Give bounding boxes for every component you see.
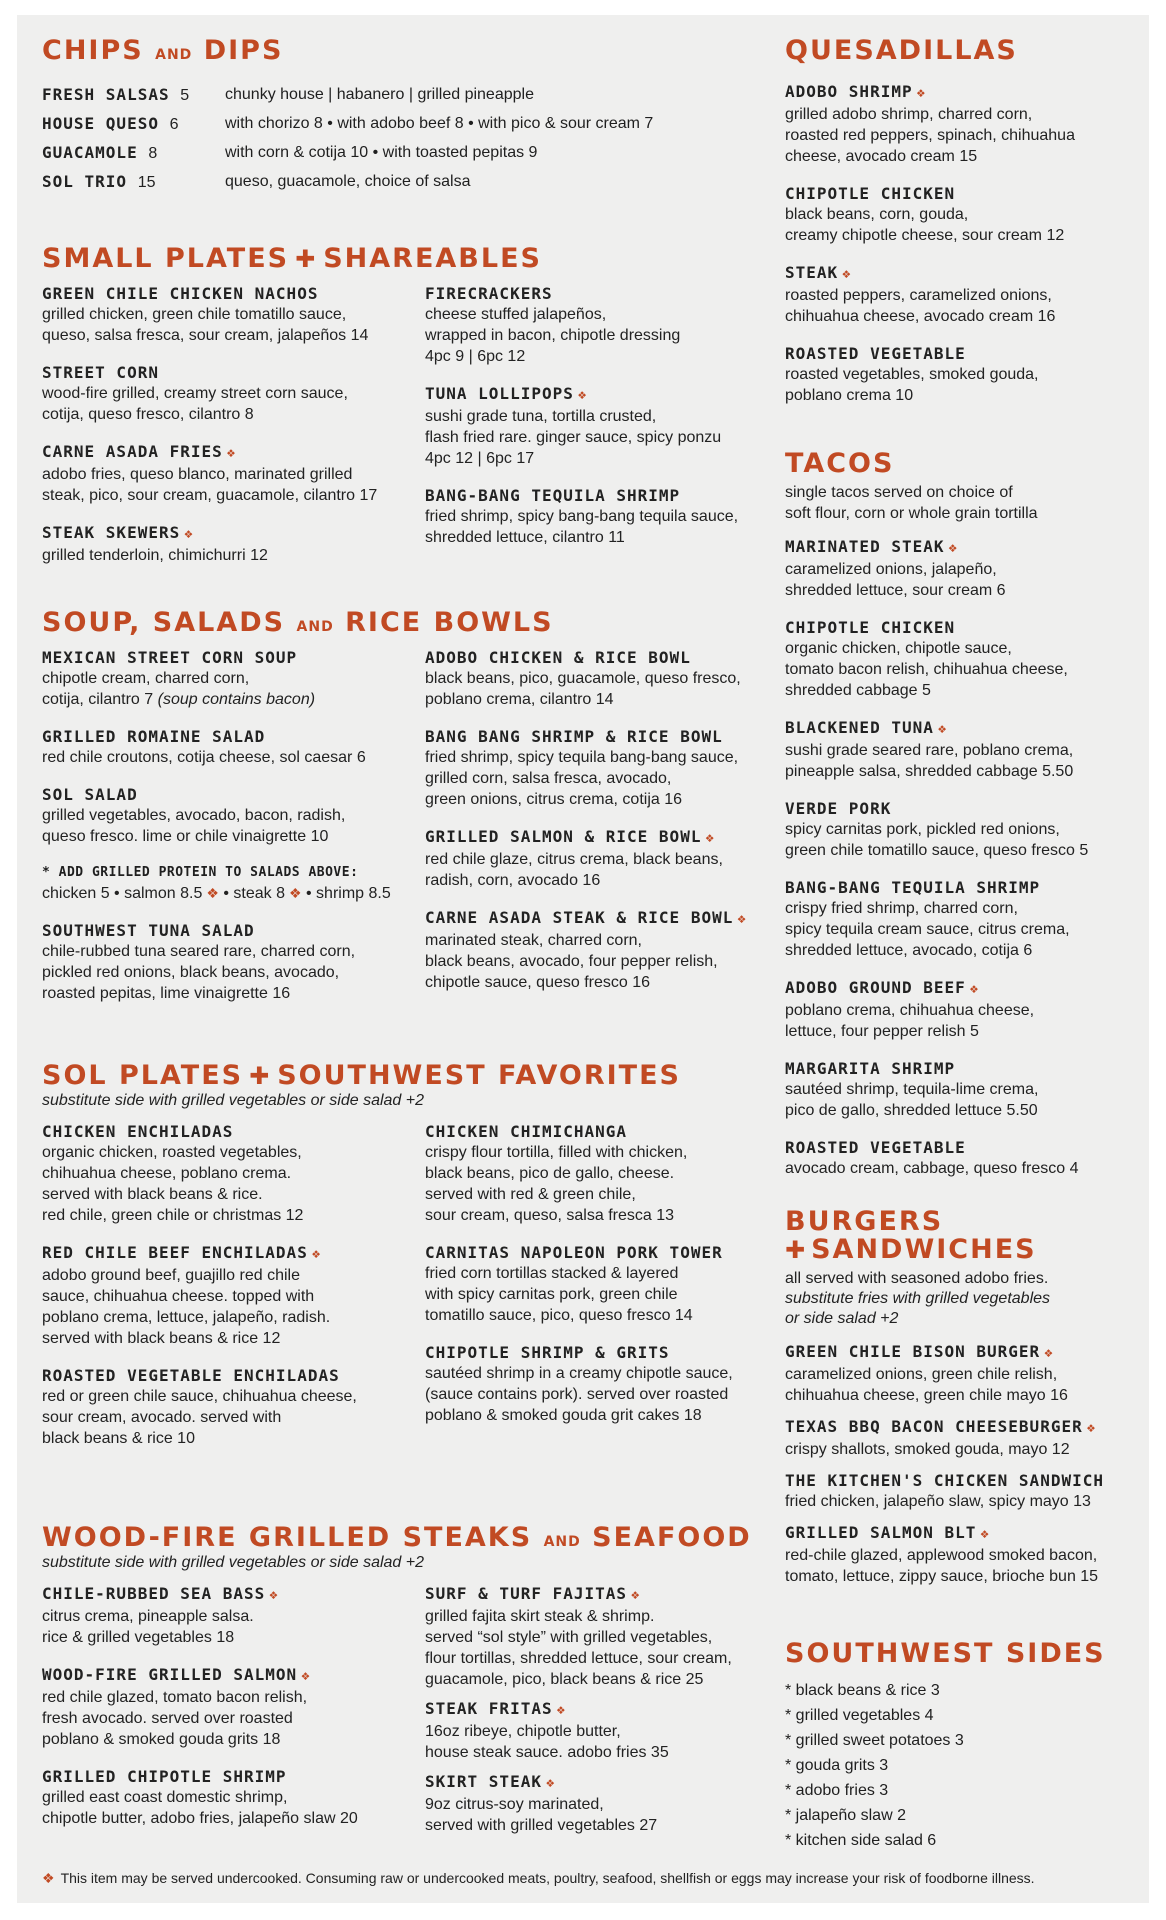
menu-item: GRILLED SALMON & RICE BOWL ❖ red chile glaze, citrus crema, black beans, radish, corn, avocado 16 xyxy=(425,827,723,889)
menu-item: SOL SALAD grilled vegetables, avocado, bacon, radish, queso fresco. lime or chile vinaigrette 10 xyxy=(42,785,346,845)
menu-item: ROASTED VEGETABLE ENCHILADAS red or green chile sauce, chihuahua cheese, sour cream, avocado. served with black beans & rice 10 xyxy=(42,1366,357,1447)
menu-item: ADOBO SHRIMP ❖ grilled adobo shrimp, charred corn, roasted red peppers, spinach, chihuahua cheese, avocado cream 15 xyxy=(785,82,1075,165)
tacos-intro: single tacos served on choice of soft flour, corn or whole grain tortilla xyxy=(785,484,1038,522)
sol-plates-right xyxy=(425,1121,800,1442)
menu-item: STREET CORN wood-fire grilled, creamy street corn sauce, cotija, queso fresco, cilantro 8 xyxy=(42,363,348,423)
menu-item: STEAK SKEWERS ❖ grilled tenderloin, chimichurri 12 xyxy=(42,523,268,564)
undercooked-marker-icon: ❖ xyxy=(980,1526,990,1542)
chips-row-queso: HOUSE QUESO 6 with chorizo 8 • with adobo beef 8 • with pico & sour cream 7 xyxy=(42,114,654,133)
menu-item: GRILLED ROMAINE SALAD red chile croutons, cotija cheese, sol caesar 6 xyxy=(42,727,366,766)
chips-row-trio: SOL TRIO 15 queso, guacamole, choice of salsa xyxy=(42,172,471,191)
wood-fire-right xyxy=(425,1583,800,1852)
wood-fire-subtitle: substitute side with grilled vegetables or side salad +2 xyxy=(42,1554,424,1571)
plus-icon: ✚ xyxy=(785,1236,808,1264)
menu-item: MEXICAN STREET CORN SOUP chipotle cream, charred corn, cotija, cilantro 7 (soup contains bacon) xyxy=(42,648,316,708)
menu-item: CHICKEN ENCHILADAS organic chicken, roasted vegetables, chihuahua cheese, poblano crema. served with black beans & rice. red chile, green chile or christmas 12 xyxy=(42,1122,304,1224)
soup-salads-left xyxy=(42,647,417,1020)
menu-item: GRILLED SALMON BLT ❖ red-chile glazed, applewood smoked bacon, tomato, lettuce, zippy sauce, brioche bun 15 xyxy=(785,1523,1099,1585)
menu-item: CARNE ASADA STEAK & RICE BOWL ❖ marinated steak, charred corn, black beans, avocado, four pepper relish, chipotle sauce, queso fresco 16 xyxy=(425,908,747,991)
menu-item: CHICKEN CHIMICHANGA crispy flour tortilla, filled with chicken, black beans, pico de gallo, cheese. served with red & green chile, sour cream, queso, salsa fresca 13 xyxy=(425,1122,688,1224)
undercooked-marker-icon: ❖ xyxy=(969,981,980,997)
list-item: * grilled vegetables 4 xyxy=(785,1707,934,1724)
sol-plates-subtitle: substitute side with grilled vegetables or side salad +2 xyxy=(42,1092,424,1109)
burgers-title: BURGERS ✚ SANDWICHES xyxy=(785,1206,1037,1265)
burgers-intro-italic: substitute fries with grilled vegetables or side salad +2 xyxy=(785,1290,1051,1327)
undercooked-marker-icon: ❖ xyxy=(545,1775,556,1791)
burgers-list xyxy=(785,1268,1145,1603)
list-item: * black beans & rice 3 xyxy=(785,1682,940,1699)
menu-item: BLACKENED TUNA ❖ sushi grade seared rare, poblano crema, pineapple salsa, shredded cabbage 5.50 xyxy=(785,718,1074,780)
menu-item: SURF & TURF FAJITAS ❖ grilled fajita skirt steak & shrimp. served “sol style” with grilled vegetables, flour tortillas, shredded lettuce, sour cream, guacamole, pico, black beans & rice 25 xyxy=(425,1584,732,1688)
menu-item: THE KITCHEN'S CHICKEN SANDWICH fried chicken, jalapeño slaw, spicy mayo 13 xyxy=(785,1471,1104,1510)
undercooked-marker-icon: ❖ xyxy=(556,1702,567,1718)
menu-item: ADOBO GROUND BEEF ❖ poblano crema, chihuahua cheese, lettuce, four pepper relish 5 xyxy=(785,978,1035,1040)
menu-item: RED CHILE BEEF ENCHILADAS ❖ adobo ground beef, guajillo red chile sauce, chihuahua cheese. topped with poblano crema, lettuce, jalapeño, radish. served with black beans & rice 12 xyxy=(42,1243,331,1347)
menu-item: BANG BANG SHRIMP & RICE BOWL fried shrimp, spicy tequila bang-bang sauce, grilled corn, salsa fresca, avocado, green onions, citrus crema, cotija 16 xyxy=(425,727,739,808)
list-item: * gouda grits 3 xyxy=(785,1757,889,1774)
undercooked-marker-icon: ❖ xyxy=(937,721,948,737)
menu-item: CHIPOTLE SHRIMP & GRITS sautéed shrimp in a creamy chipotle sauce, (sauce contains pork). served over roasted poblano & smoked gouda grit cakes 18 xyxy=(425,1343,733,1424)
undercooked-marker-icon: ❖ xyxy=(206,885,219,901)
menu-item: ADOBO CHICKEN & RICE BOWL black beans, pico, guacamole, queso fresco, poblano crema, cilantro 14 xyxy=(425,648,741,708)
menu-item: MARGARITA SHRIMP sautéed shrimp, tequila-lime crema, pico de gallo, shredded lettuce 5.50 xyxy=(785,1059,1039,1119)
menu-item: STEAK FRITAS ❖ 16oz ribeye, chipotle butter, house steak sauce. adobo fries 35 xyxy=(425,1699,669,1761)
undercooked-marker-icon: ❖ xyxy=(1086,1420,1097,1436)
undercooked-marker-icon: ❖ xyxy=(42,1870,55,1886)
undercooked-marker-icon: ❖ xyxy=(577,387,588,403)
undercooked-marker-icon: ❖ xyxy=(289,885,302,901)
undercooked-marker-icon: ❖ xyxy=(184,526,194,542)
menu-item: GRILLED CHIPOTLE SHRIMP grilled east coast domestic shrimp, chipotle butter, adobo fries, jalapeño slaw 20 xyxy=(42,1767,358,1827)
quesadillas-title: QUESADILLAS xyxy=(785,35,1018,66)
menu-item: CARNE ASADA FRIES ❖ adobo fries, queso blanco, marinated grilled steak, pico, sour cream, guacamole, cilantro 17 xyxy=(42,442,378,504)
sol-plates-title: SOL PLATES ✚ SOUTHWEST FAVORITES xyxy=(42,1060,681,1091)
undercooked-marker-icon: ❖ xyxy=(269,1587,279,1603)
undercooked-marker-icon: ❖ xyxy=(1044,1345,1054,1361)
undercooked-marker-icon: ❖ xyxy=(916,85,927,101)
menu-item: VERDE PORK spicy carnitas pork, pickled red onions, green chile tomatillo sauce, queso fresco 5 xyxy=(785,799,1089,859)
menu-item: ROASTED VEGETABLE roasted vegetables, smoked gouda, poblano crema 10 xyxy=(785,344,1039,404)
menu-item: CHIPOTLE CHICKEN organic chicken, chipotle sauce, tomato bacon relish, chihuahua cheese, shredded cabbage 5 xyxy=(785,618,1068,699)
small-plates-right xyxy=(425,283,795,564)
small-plates-title: SMALL PLATES ✚ SHAREABLES xyxy=(42,243,542,274)
menu-item: CARNITAS NAPOLEON PORK TOWER fried corn tortillas stacked & layered with spicy carnitas pork, green chile tomatillo sauce, pico, queso fresco 14 xyxy=(425,1243,723,1324)
undercooked-marker-icon: ❖ xyxy=(705,830,715,846)
menu-item: SKIRT STEAK ❖ 9oz citrus-soy marinated, served with grilled vegetables 27 xyxy=(425,1772,658,1834)
sides-title: SOUTHWEST SIDES xyxy=(785,1638,1106,1669)
list-item: * grilled sweet potatoes 3 xyxy=(785,1732,964,1749)
burgers-intro: all served with seasoned adobo fries. xyxy=(785,1270,1049,1287)
protein-add-note: * ADD GRILLED PROTEIN TO SALADS ABOVE: chicken 5 • salmon 8.5 ❖ • steak 8 ❖ • shrimp 8.5 xyxy=(42,865,391,902)
chips-row-salsas: FRESH SALSAS 5 chunky house | habanero | grilled pineapple xyxy=(42,85,534,104)
chips-row-guacamole: GUACAMOLE 8 with corn & cotija 10 • with toasted pepitas 9 xyxy=(42,143,538,162)
menu-item: BANG-BANG TEQUILA SHRIMP fried shrimp, spicy bang-bang tequila sauce, shredded lettuce, cilantro 11 xyxy=(425,486,739,546)
sol-plates-left xyxy=(42,1121,417,1465)
undercooked-marker-icon: ❖ xyxy=(301,1668,311,1684)
undercooked-disclaimer: ❖ This item may be served undercooked. Consuming raw or undercooked meats, poultry, seafood, shellfish or eggs may increase your risk of foodborne illness. xyxy=(42,1870,1035,1886)
menu-item: CHILE-RUBBED SEA BASS ❖ citrus crema, pineapple salsa. rice & grilled vegetables 18 xyxy=(42,1584,279,1646)
undercooked-marker-icon: ❖ xyxy=(311,1246,322,1262)
undercooked-marker-icon: ❖ xyxy=(948,540,958,556)
plus-icon: ✚ xyxy=(249,1062,272,1090)
undercooked-marker-icon: ❖ xyxy=(631,1587,641,1603)
menu-item: GREEN CHILE CHICKEN NACHOS grilled chicken, green chile tomatillo sauce, queso, salsa fresca, sour cream, jalapeños 14 xyxy=(42,284,369,344)
menu-item: CHIPOTLE CHICKEN black beans, corn, gouda, creamy chipotle cheese, sour cream 12 xyxy=(785,184,1065,244)
list-item: * adobo fries 3 xyxy=(785,1782,889,1799)
menu-item: STEAK ❖ roasted peppers, caramelized onions, chihuahua cheese, avocado cream 16 xyxy=(785,263,1056,325)
soup-salads-title: SOUP, SALADS AND RICE BOWLS xyxy=(42,607,554,638)
undercooked-marker-icon: ❖ xyxy=(226,445,237,461)
menu-item: SOUTHWEST TUNA SALAD chile-rubbed tuna seared rare, charred corn, pickled red onions, black beans, avocado, roasted pepitas, lime vinaigrette 16 xyxy=(42,921,356,1002)
menu-item: ROASTED VEGETABLE avocado cream, cabbage, queso fresco 4 xyxy=(785,1138,1079,1177)
wood-fire-left xyxy=(42,1583,417,1845)
menu-item: MARINATED STEAK ❖ caramelized onions, jalapeño, shredded lettuce, sour cream 6 xyxy=(785,537,1006,599)
soup-salads-right xyxy=(425,647,800,1009)
menu-item: TEXAS BBQ BACON CHEESEBURGER ❖ crispy shallots, smoked gouda, mayo 12 xyxy=(785,1417,1097,1458)
menu-item: FIRECRACKERS cheese stuffed jalapeños, wrapped in bacon, chipotle dressing 4pc 9 | 6pc 12 xyxy=(425,284,681,365)
chips-dips-title: CHIPS AND DIPS xyxy=(42,35,284,66)
wood-fire-title: WOOD-FIRE GRILLED STEAKS AND SEAFOOD xyxy=(42,1522,752,1553)
small-plates-left xyxy=(42,283,412,582)
menu-page xyxy=(17,15,1149,1903)
undercooked-marker-icon: ❖ xyxy=(737,911,747,927)
menu-item: WOOD-FIRE GRILLED SALMON ❖ red chile glazed, tomato bacon relish, fresh avocado. served over roasted poblano & smoked gouda grits 18 xyxy=(42,1665,311,1748)
menu-item: GREEN CHILE BISON BURGER ❖ caramelized onions, green chile relish, chihuahua cheese, green chile mayo 16 xyxy=(785,1342,1068,1404)
list-item: * jalapeño slaw 2 xyxy=(785,1807,906,1824)
plus-icon: ✚ xyxy=(295,245,318,273)
menu-item: BANG-BANG TEQUILA SHRIMP crispy fried shrimp, charred corn, spicy tequila cream sauce, citrus crema, shredded lettuce, avocado, cotija 6 xyxy=(785,878,1070,959)
menu-item: TUNA LOLLIPOPS ❖ sushi grade tuna, tortilla crusted, flash fried rare. ginger sauce, spicy ponzu 4pc 12 | 6pc 17 xyxy=(425,384,722,467)
undercooked-marker-icon: ❖ xyxy=(842,266,852,282)
list-item: * kitchen side salad 6 xyxy=(785,1832,937,1849)
tacos-title: TACOS xyxy=(785,448,895,479)
sides-list xyxy=(785,1678,1140,1853)
quesadillas-list xyxy=(785,81,1140,422)
tacos-list xyxy=(785,482,1140,1195)
